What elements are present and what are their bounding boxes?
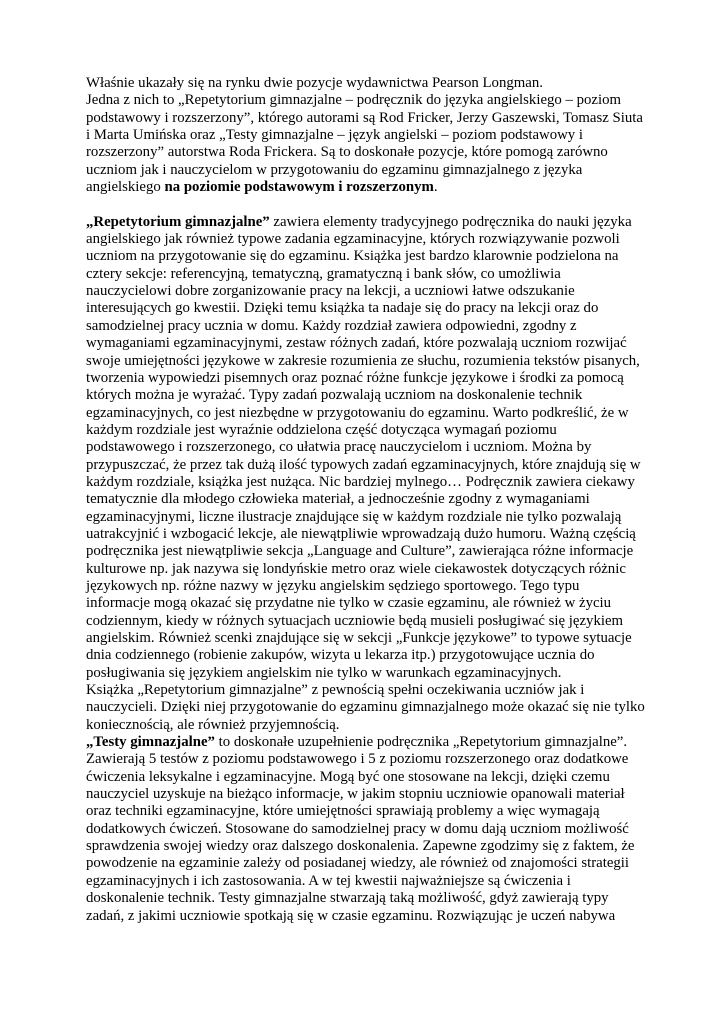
text-line: zadań, z jakimi uczniowie spotkają się w czasie egzaminu. Rozwiązując je uczeń nabywa	[86, 907, 616, 924]
text-line: rozszerzony” autorstwa Roda Frickera. Są to doskonałe pozycje, które pomogą zarówno	[86, 144, 608, 161]
text-line: Jedna z nich to „Repetytorium gimnazjalne – podręcznik do języka angielskiego – poziom	[86, 92, 621, 109]
text-line: angielskiego jak również typowe zadania egzaminacyjne, których rozwiązywanie pozwoli	[86, 231, 620, 248]
text-line: uatrakcyjnić i wzbogacić lekcje, ale niewątpliwie wprowadzają dużo humoru. Ważną częścią	[86, 525, 636, 542]
intro-paragraph	[86, 75, 643, 196]
text-line	[86, 179, 638, 196]
text-line: każdym rozdziale jest wyraźnie oddzielona część dotycząca wymagań poziomu	[86, 421, 557, 438]
text-line: cztery sekcje: referencyjną, tematyczną, gramatyczną i bank słów, co umożliwia	[86, 265, 561, 282]
book-title-bold: „Testy gimnazjalne”	[86, 734, 215, 751]
text-line: językowych np. różne nazwy w języku angielskim sędziego sportowego. Tego typu	[86, 577, 580, 594]
text-line: podstawowego i rozszerzonego, co ułatwia pracę nauczycielom i uczniom. Można by	[86, 439, 592, 456]
text-line: tematycznie dla młodego człowieka materiał, a jednocześnie zgodny z wymaganiami	[86, 491, 590, 508]
text-line: uczniom jak i nauczycielom w przygotowaniu do egzaminu gimnazjalnego z języka	[86, 161, 583, 178]
text-line: interesujących go kwestii. Dzięki temu książka ta nadaje się do pracy na lekcji oraz do	[86, 300, 599, 317]
text-line: oraz techniki egzaminacyjne, które umiejętności sprawiają problemy a więc wymagają	[86, 803, 600, 820]
text-line: posługiwania się językiem angielskim nie tylko w warunkach egzaminacyjnych.	[86, 664, 562, 681]
text-line: podstawowy i rozszerzony”, którego autorami są Rod Fricker, Jerzy Gaszewski, Tomasz Siuta	[86, 109, 643, 126]
text-line	[86, 214, 638, 231]
text-line: ćwiczenia leksykalne i egzaminacyjne. Mogą być one stosowane na lekcji, dzięki czemu	[86, 768, 610, 785]
text-line: powodzenie na egzaminie zależy od posiadanej wiedzy, ale również od znajomości strategii	[86, 855, 630, 872]
text-line: dnia codziennego (robienie zakupów, wizyta u lekarza itp.) przygotowujące ucznia do	[86, 647, 595, 664]
text-line: nauczycieli. Dzięki niej przygotowanie do egzaminu gimnazjalnego może okazać się nie tylko	[86, 699, 645, 716]
text-line	[86, 734, 638, 751]
emphasis-text: na poziomie podstawowym i rozszerzonym	[164, 179, 434, 196]
text-line: wymaganiami egzaminacyjnymi, zestaw różnych zadań, które pozwalają uczniom rozwijać	[86, 335, 627, 352]
text-line: których można je wyrażać. Typy zadań pozwalają uczniom na doskonalenie technik	[86, 387, 583, 404]
text-line: egzaminacyjnymi, liczne ilustracje znajdujące się w każdym rozdziale nie tylko pozwalają	[86, 508, 622, 525]
text-fragment: to doskonałe uzupełnienie podręcznika „Repetytorium gimnazjalne”.	[214, 734, 628, 751]
document-text	[86, 75, 645, 925]
text-line: swoje umiejętności językowe w zakresie rozumienia ze słuchu, rozumienia tekstów pisanych,	[86, 352, 640, 369]
text-line: każdym rozdziale, książka jest nużąca. Nic bardziej mylnego… Podręcznik zawiera ciekawy	[86, 473, 635, 490]
text-line: przypuszczać, że przez tak dużą ilość typowych zadań egzaminacyjnych, które znajdują się w	[86, 456, 641, 473]
text-line: sprawdzenia swojej wiedzy oraz dalszego doskonalenia. Zapewne zgodzimy się z faktem, że	[86, 838, 635, 855]
testy-paragraph	[86, 734, 638, 925]
text-line: tworzenia wypowiedzi pisemnych oraz poznać różne funkcje językowe i środki za pomocą	[86, 369, 624, 386]
text-line: i Marta Umińska oraz „Testy gimnazjalne – język angielski – poziom podstawowy i	[86, 127, 583, 144]
text-line: dodatkowych ćwiczeń. Stosowane do samodzielnej pracy w domu dają uczniom możliwość	[86, 820, 629, 837]
paragraph-gap	[86, 196, 638, 213]
text-line: uczniom na przygotowanie się do egzaminu. Książka jest bardzo klarownie podzielona na	[86, 248, 619, 265]
text-line: podręcznika jest niewątpliwie sekcja „Language and Culture”, zawierająca różne informacje	[86, 543, 634, 560]
text-line: Zawierają 5 testów z poziomu podstawowego i 5 z poziomu rozszerzonego oraz dodatkowe	[86, 751, 629, 768]
text-line: doskonalenie technik. Testy gimnazjalne stwarzają taką możliwość, gdyż zawierają typy	[86, 890, 609, 907]
text-line: nauczycielowi dobre zorganizowanie pracy na lekcji, a uczniowi łatwe odszukanie	[86, 283, 575, 300]
text-line: codziennym, kiedy w różnych sytuacjach uczniowie będą musieli posługiwać się językiem	[86, 612, 624, 629]
text-line: informacje mogą okazać się przydatne nie tylko w czasie egzaminu, ale również w życiu	[86, 595, 612, 612]
text-line: kulturowe np. jak nazywa się londyńskie metro oraz wiele ciekawostek dotyczących różnic	[86, 560, 626, 577]
text-line: egzaminacyjnych i ich zastosowania. A w tej kwestii najważniejsze są ćwiczenia i	[86, 872, 571, 889]
text-line: egzaminacyjnych, co jest niezbędne w przygotowaniu do egzaminu. Warto podkreślić, że w	[86, 404, 629, 421]
book-title-bold: „Repetytorium gimnazjalne”	[86, 213, 270, 230]
text-line: koniecznością, ale również przyjemnością.	[86, 716, 340, 733]
text-line: samodzielnej pracy ucznia w domu. Każdy rozdział zawiera odpowiedni, zgodny z	[86, 317, 577, 334]
text-fragment: .	[433, 179, 438, 196]
text-line: Książka „Repetytorium gimnazjalne” z pewnością spełni oczekiwania uczniów jak i	[86, 682, 585, 699]
text-line: angielskim. Również scenki znajdujące się w sekcji „Funkcje językowe” to typowe sytuacje	[86, 630, 632, 646]
text-line: nauczyciel uzyskuje na bieżąco informacje, w jakim stopniu uczniowie opanowali materiał	[86, 786, 625, 803]
text-fragment: angielskiego	[86, 179, 165, 196]
repetytorium-paragraph	[86, 213, 645, 734]
text-line: Właśnie ukazały się na rynku dwie pozycje wydawnictwa Pearson Longman.	[86, 75, 543, 91]
text-fragment: zawiera elementy tradycyjnego podręcznika do nauki języka	[269, 213, 632, 230]
